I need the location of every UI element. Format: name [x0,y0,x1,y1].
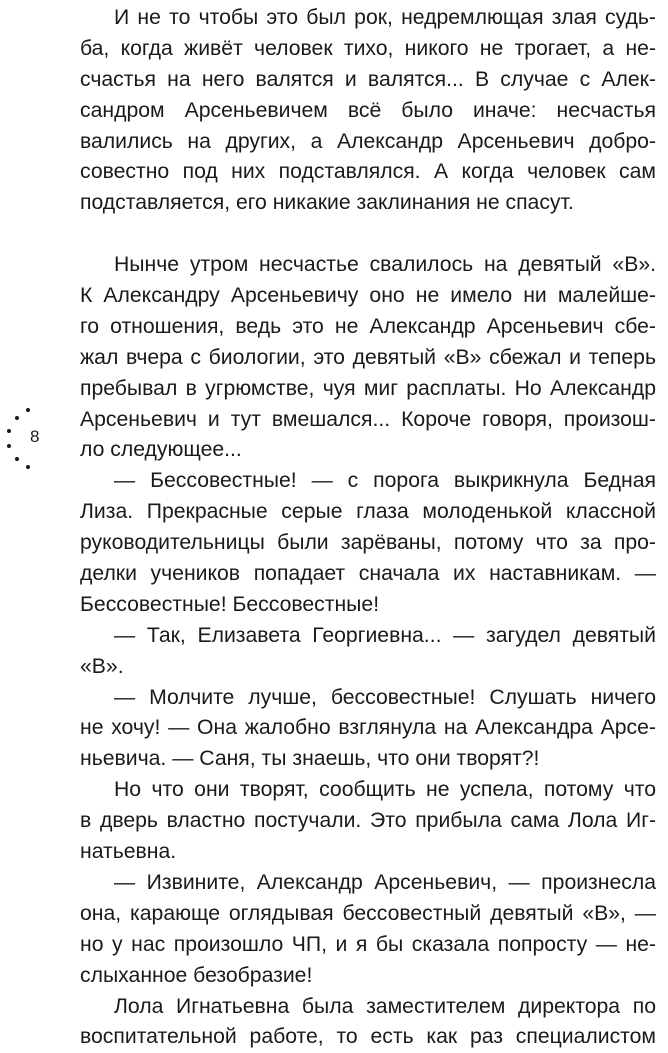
text-line: счастья на него валятся и валятся... В случае с Алек- [80,67,656,91]
folio-dot [26,408,30,412]
text-line: ба, когда живёт человек тихо, никого не трогает, а не- [80,36,656,60]
text-line: в дверь властно постучали. Это прибыла сама Лола Иг- [80,809,656,833]
folio-dot [26,465,30,469]
text-line: не хочу! — Она жалобно взглянула на Александра Арсе- [80,716,656,740]
folio-dot [7,444,11,448]
text-line: она, карающе оглядывая бессовестный девятый «В», — [80,901,656,925]
text-line: И не то чтобы это был рок, недремлющая злая судь- [114,6,656,29]
folio-dot [7,429,11,433]
text-line: Лиза. Прекрасные серые глаза молоденькой классной [80,500,656,524]
text-line: го отношения, ведь это не Александр Арсеньевич сбе- [80,314,656,338]
text-line: валились на других, а Александр Арсеньевич добро- [80,129,656,153]
text-line: совестно под них подставлялся. А когда человек сам [80,160,656,184]
text-line: Арсеньевич и тут вмешался... Короче говоря, произош- [80,407,656,431]
text-line: — Бессовестные! — с порога выкрикнула Бедная [114,469,656,493]
text-line: — Так, Елизавета Георгиевна... — загудел девятый [114,623,656,647]
text-line: воспитательной работе, то есть как раз специалистом [80,1025,656,1049]
text-line: но у нас произошло ЧП, и я бы сказала попросту — не- [80,932,656,956]
paragraph-gap [80,219,656,250]
text-line: Нынче утром несчастье свалилось на девятый «В». [114,253,656,277]
text-line: — Извините, Александр Арсеньевич, — произнесла [114,870,656,894]
body-text [80,3,656,1053]
text-line: Бессовестные! Бессовестные! [80,592,380,616]
text-line: жал вчера с биологии, это девятый «В» сбежал и теперь [80,345,656,369]
text-line: сандром Арсеньевичем всё было иначе: несчастья [80,98,656,122]
text-line: слыханное безобразие! [80,963,313,987]
text-line: подставляется, его никакие заклинания не спасут. [80,191,574,215]
text-line: делки учеников попадает сначала их наставникам. — [80,562,656,586]
folio-dot [15,416,19,420]
text-line: «В». [80,654,124,678]
page-folio [6,408,40,470]
text-line: ло следующее... [80,438,242,462]
page-number: 8 [30,427,40,446]
text-line: ньевича. — Саня, ты знаешь, что они творят?! [80,747,540,771]
text-line: К Александру Арсеньевичу оно не имело ни малейше- [80,284,656,308]
text-line: натьевна. [80,840,177,864]
folio-dot [15,457,19,461]
text-line: — Молчите лучше, бессовестные! Слушать ничего [114,685,656,709]
text-line: Лола Игнатьевна была заместителем директора по [114,994,656,1018]
text-line: пребывал в угрюмстве, чуя миг расплаты. Но Александр [80,376,656,400]
text-line: руководительницы были зарёваны, потому что за про- [80,531,656,555]
text-line: Но что они творят, сообщить не успела, потому что [114,778,656,802]
